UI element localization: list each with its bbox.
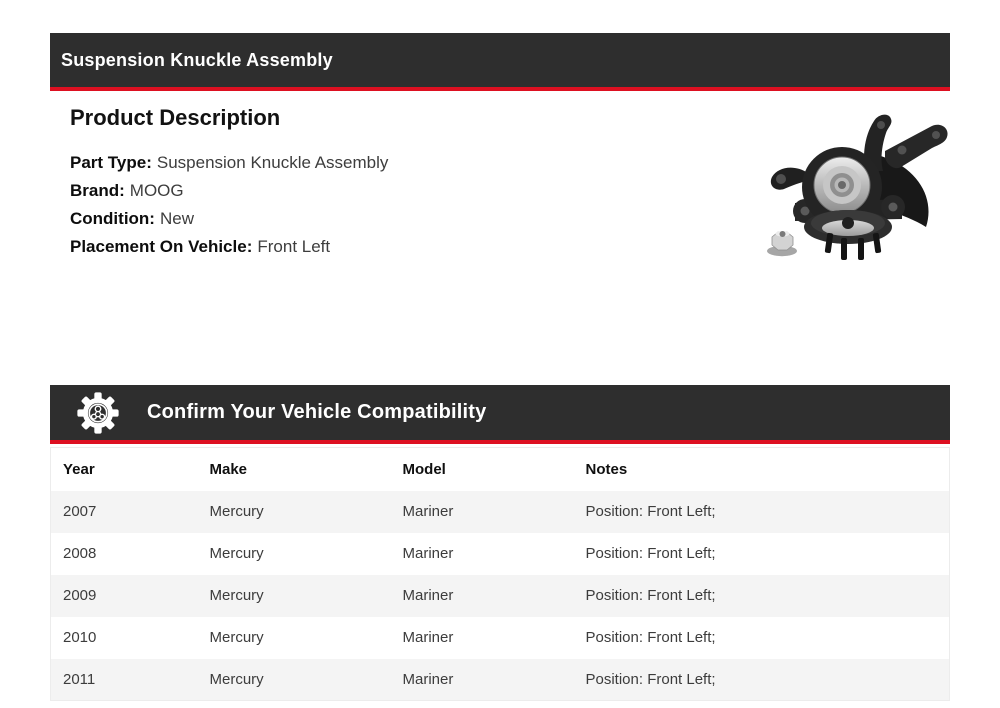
compatibility-title-bar	[50, 385, 950, 444]
compatibility-table	[50, 447, 950, 701]
table-cell: Position: Front Left;	[585, 587, 716, 604]
table-cell: 2008	[63, 545, 97, 562]
table-cell: Mercury	[209, 545, 264, 562]
table-cell: Position: Front Left;	[585, 670, 716, 688]
compatibility-table-body	[51, 491, 950, 701]
table-row	[51, 617, 950, 659]
detail-label: Condition:	[70, 209, 155, 228]
table-row	[51, 659, 950, 701]
product-description-section	[50, 91, 950, 323]
detail-label: Placement On Vehicle:	[70, 237, 253, 256]
column-header-notes: Notes	[574, 448, 950, 491]
product-title-bar	[50, 33, 950, 91]
product-title: Suspension Knuckle Assembly	[61, 49, 333, 70]
column-header-year: Year	[51, 448, 198, 491]
table-cell: Mariner	[402, 670, 454, 688]
product-description-heading: Product Description	[70, 105, 281, 130]
table-cell: Mercury	[209, 629, 264, 646]
compatibility-title: Confirm Your Vehicle Compatibility	[147, 401, 487, 423]
table-cell: Mariner	[402, 629, 454, 646]
table-row	[51, 491, 950, 533]
detail-value: Suspension Knuckle Assembly	[156, 153, 389, 172]
table-cell: 2007	[63, 503, 97, 520]
detail-value: New	[159, 209, 194, 228]
column-header-model: Model	[391, 448, 574, 491]
column-header-make: Make	[198, 448, 391, 491]
table-row	[51, 575, 950, 617]
page-container	[50, 33, 950, 701]
table-cell: Mariner	[402, 545, 454, 562]
table-cell: 2009	[63, 587, 97, 604]
table-cell: Position: Front Left;	[585, 545, 716, 562]
compatibility-table-header	[51, 448, 950, 491]
table-cell: Position: Front Left;	[585, 629, 716, 646]
table-cell: Mercury	[209, 670, 264, 688]
table-cell: 2010	[63, 629, 97, 646]
table-cell: 2011	[63, 670, 96, 688]
detail-label: Brand:	[70, 181, 125, 200]
detail-value: Front Left	[257, 237, 331, 256]
gear-icon	[76, 391, 120, 435]
table-cell: Mercury	[209, 503, 264, 520]
detail-value: MOOG	[129, 181, 184, 200]
table-row	[51, 533, 950, 575]
product-photo-knuckle-assembly	[750, 111, 960, 266]
table-cell: Mercury	[209, 587, 264, 604]
detail-label: Part Type:	[70, 153, 152, 172]
table-cell: Mariner	[402, 503, 454, 520]
table-cell: Mariner	[402, 587, 454, 604]
table-cell: Position: Front Left;	[585, 503, 716, 520]
